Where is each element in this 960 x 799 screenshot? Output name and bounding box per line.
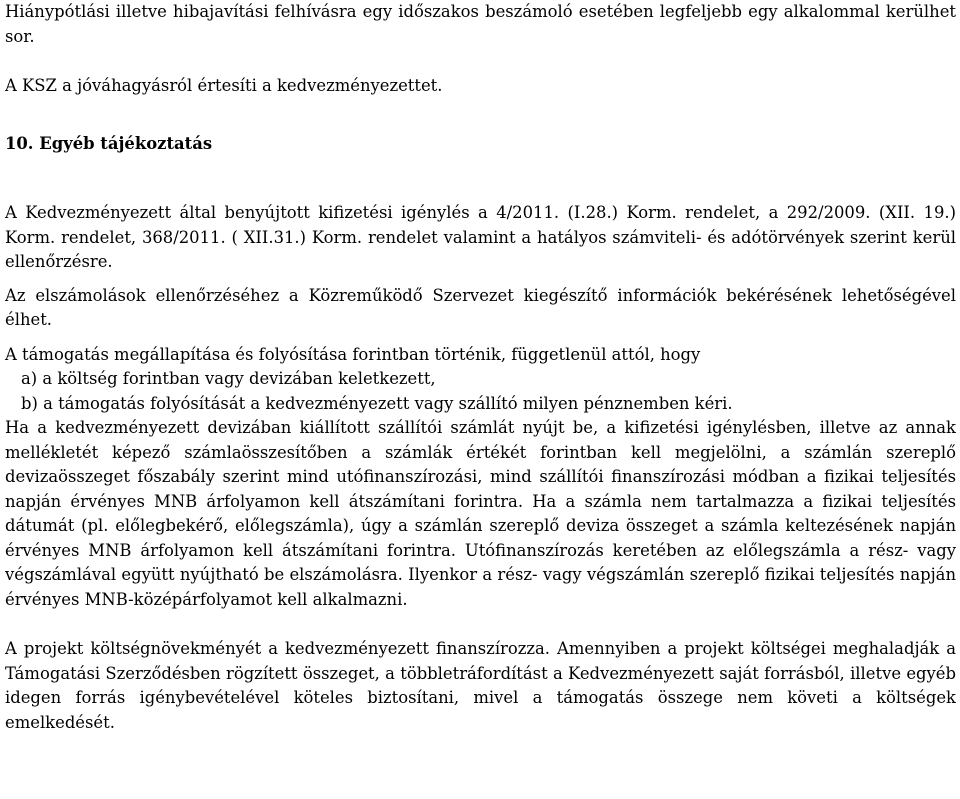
paragraph-additional-info: Az elszámolások ellenőrzéséhez a Közreműködő Szervezet kiegészítő információk bekérésének lehetőségével élhet.: [5, 285, 956, 329]
list-item-b: b) a támogatás folyósítását a kedvezményezett vagy szállító milyen pénznemben kéri.: [21, 393, 733, 413]
paragraph-cost-increase: A projekt költségnövekményét a kedvezményezett finanszírozza. Amennyiben a projekt költségei meghaladják a Támogatási Szerződésben rögzített összeget, a többletráfordítást a Kedvezményezett saját forrásból, illetve egyéb idegen forrás igénybevételével köteles biztosítani, mivel a támogatás összege nem követi a költségek emelkedését.: [5, 639, 956, 732]
paragraph-foreign-invoice: Ha a kedvezményezett devizában kiállított szállítói számlát nyújt be, a kifizetési igénylésben, illetve az annak mellékletét képező számlaösszesítőben a számlák értékét forintban kell megjelölni, a számlán szereplő devizaösszeget főszabály szerint mind utófinanszírozási, mind szállítói finanszírozási módban a fizikai teljesítés napján érvényes MNB árfolyamon kell átszámítani forintra. Ha a számla nem tartalmazza a fizikai teljesítés dátumát (pl. előlegbekérő, előlegszámla), úgy a számlán szereplő deviza összeget a számla keltezésének napján érvényes MNB árfolyamon kell átszámítani forintra. Utófinanszírozás keretében az előlegszámla a rész- vagy végszámlával együtt nyújtható be elszámolásra. Ilyenkor a rész- vagy végszámlán szereplő fizikai teljesítés napján érvényes MNB-középárfolyamot kell alkalmazni.: [5, 418, 956, 609]
paragraph-approval-notice: A KSZ a jóváhagyásról értesíti a kedvezményezettet.: [5, 76, 443, 95]
document-page: [5, 0, 956, 735]
paragraph-currency-intro: A támogatás megállapítása és folyósítása forintban történik, függetlenül attól, hogy: [5, 344, 701, 364]
list-item-a: a) a költség forintban vagy devizában keletkezett,: [21, 369, 436, 388]
paragraph-correction-request: Hiánypótlási illetve hibajavítási felhívásra egy időszakos beszámoló esetében legfeljebb egy alkalommal kerülhet sor.: [5, 2, 956, 46]
paragraph-verification-rules: A Kedvezményezett által benyújtott kifizetési igénylés a 4/2011. (I.28.) Korm. rendelet, a 292/2009. (XII. 19.) Korm. rendelet, 368/2011. ( XII.31.) Korm. rendelet valamint a hatályos számviteli- és adótörvények szerint kerül ellenőrzésre.: [5, 203, 956, 271]
section-heading: 10. Egyéb tájékoztatás: [5, 133, 213, 153]
